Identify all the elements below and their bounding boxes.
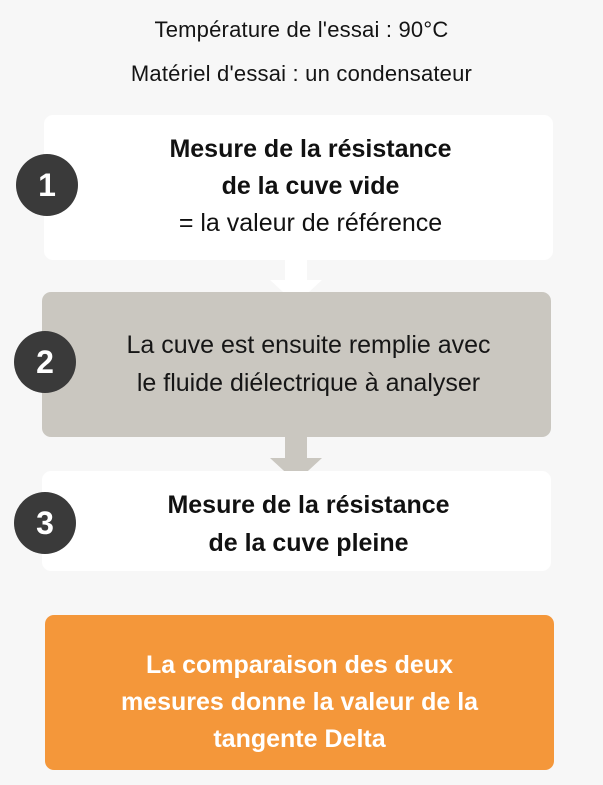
step-2-text-line-1: La cuve est ensuite remplie avec: [126, 331, 491, 359]
step-2-number-badge: 2: [14, 331, 76, 393]
conclusion-line-1: La comparaison des deux: [145, 651, 454, 679]
step-1-number-badge: 1: [16, 154, 78, 216]
step-1-card: [44, 115, 553, 260]
step-3-number-badge: 3: [14, 492, 76, 554]
step-2-card: [42, 292, 551, 437]
step-1-title-line-1: Mesure de la résistance: [169, 135, 452, 163]
conclusion-line-3: tangente Delta: [213, 725, 386, 753]
test-material-text: Matériel d'essai : un condensateur: [130, 61, 473, 86]
step-3-title-line-1: Mesure de la résistance: [167, 491, 450, 519]
test-temperature-text: Température de l'essai : 90°C: [154, 17, 449, 42]
step-1-title-line-2: de la cuve vide: [221, 172, 400, 200]
conclusion-box: [45, 615, 554, 770]
step-1-reference-text: = la valeur de référence: [178, 209, 443, 237]
conclusion-line-2: mesures donne la valeur de la: [120, 688, 479, 716]
step-3-title-line-2: de la cuve pleine: [208, 529, 409, 557]
step-3-card: [42, 471, 551, 571]
step-2-text-line-2: le fluide diélectrique à analyser: [136, 369, 481, 397]
